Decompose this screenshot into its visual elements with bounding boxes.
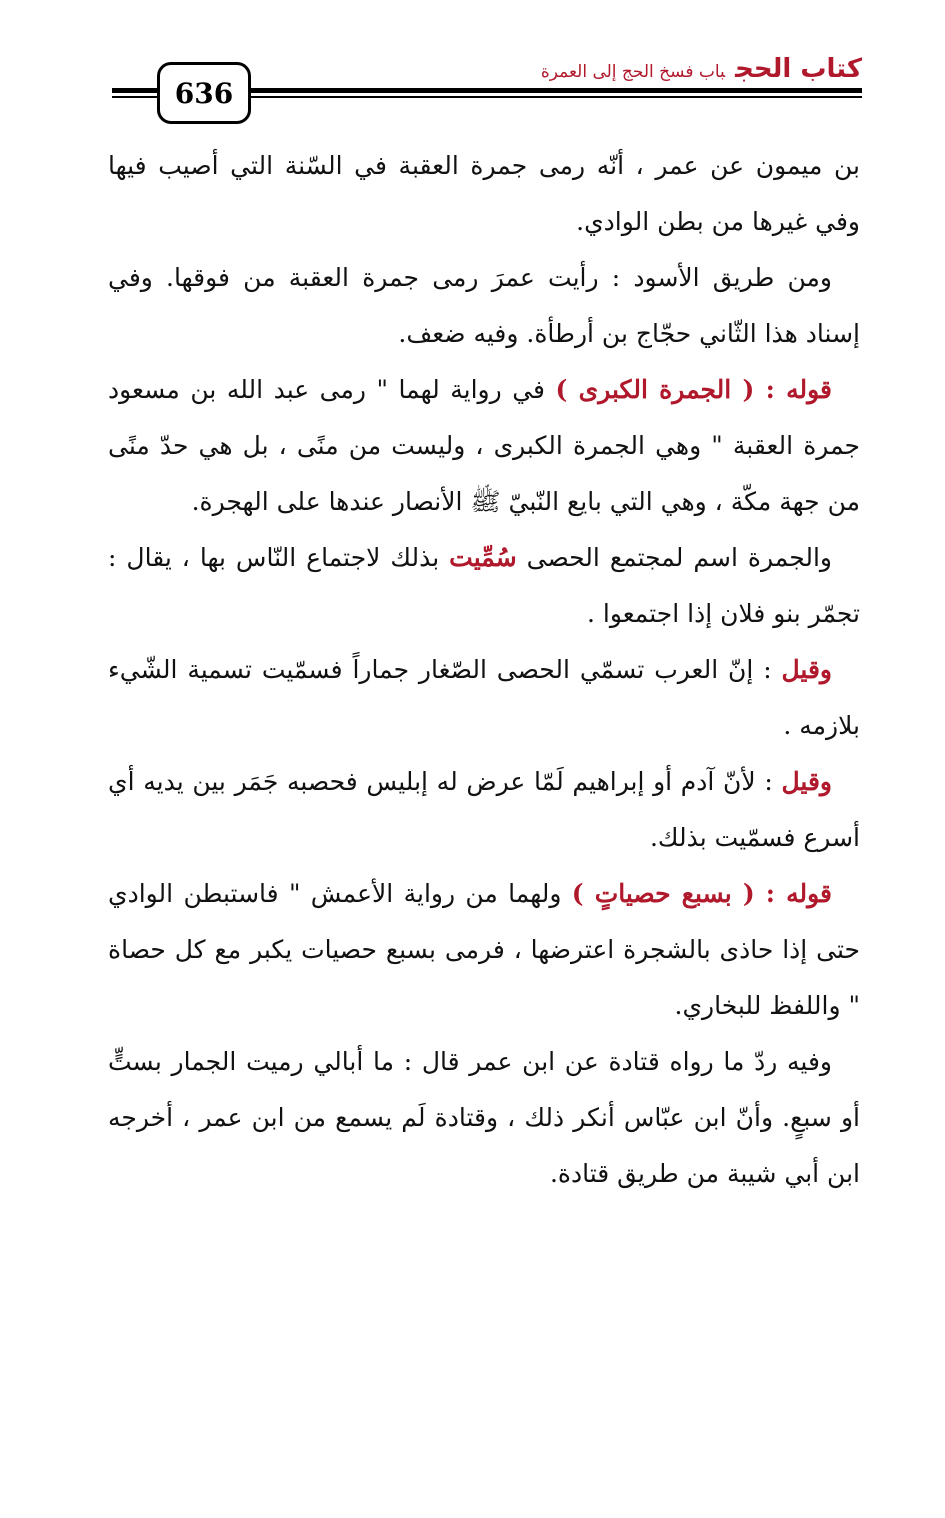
highlight-word: سُمِّيت (449, 543, 517, 572)
quote-lead: وقيل (781, 655, 832, 684)
quote-lead: قوله : ( بسبع حصياتٍ ) (571, 879, 832, 908)
paragraph-text: في رواية لهما " رمى عبد الله بن مسعود جمرة العقبة " وهي الجمرة الكبرى ، وليست من منًى ، بل هي حدّ منًى من جهة مكّة ، وهي التي بايع النّبيّ ﷺ الأنصار عندها على الهجرة. (108, 375, 860, 516)
quote-lead: وقيل (781, 767, 832, 796)
page-body (108, 138, 860, 1202)
page-number: 636 (157, 62, 251, 124)
paragraph-text: : لأنّ آدم أو إبراهيم لَمّا عرض له إبليس فحصبه جَمَر بين يديه أي أسرع فسمّيت بذلك. (108, 767, 860, 852)
paragraph-text: ولهما من رواية الأعمش " فاستبطن الوادي حتى إذا حاذى بالشجرة اعترضها ، فرمى بسبع حصيات يكبر مع كل حصاة " واللفظ للبخاري. (108, 879, 860, 1020)
paragraph-text: بذلك لاجتماع النّاس بها ، يقال : تجمّر بنو فلان إذا اجتمعوا . (108, 543, 860, 628)
paragraph-text: : إنّ العرب تسمّي الحصى الصّغار جماراً فسمّيت تسمية الشّيء بلازمه . (108, 655, 860, 740)
chapter-title: باب فسخ الحج إلى العمرة (540, 62, 726, 82)
page-header (112, 50, 862, 130)
paragraph-5 (108, 642, 860, 754)
paragraph-8 (108, 1034, 860, 1202)
book-title: كتاب الحج (735, 54, 862, 84)
running-title (541, 54, 862, 84)
paragraph-1 (108, 138, 860, 250)
paragraph-2 (108, 250, 860, 362)
paragraph-text: بن ميمون عن عمر ، أنّه رمى جمرة العقبة في السّنة التي أصيب فيها وفي غيرها من بطن الوادي. (108, 151, 860, 236)
paragraph-7 (108, 866, 860, 1034)
paragraph-3 (108, 362, 860, 530)
paragraph-4 (108, 530, 860, 642)
quote-lead: قوله : ( الجمرة الكبرى ) (555, 375, 832, 404)
paragraph-text: ومن طريق الأسود : رأيت عمرَ رمى جمرة العقبة من فوقها. وفي إسناد هذا الثّاني حجّاج بن أرطأة. وفيه ضعف. (108, 263, 860, 348)
paragraph-text: وفيه ردّ ما رواه قتادة عن ابن عمر قال : ما أبالي رميت الجمار بستٍّ أو سبعٍ. وأنّ ابن عبّاس أنكر ذلك ، وقتادة لَم يسمع من ابن عمر ، أخرجه ابن أبي شيبة من طريق قتادة. (108, 1047, 860, 1188)
paragraph-6 (108, 754, 860, 866)
paragraph-text: والجمرة اسم لمجتمع الحصى (516, 543, 832, 572)
